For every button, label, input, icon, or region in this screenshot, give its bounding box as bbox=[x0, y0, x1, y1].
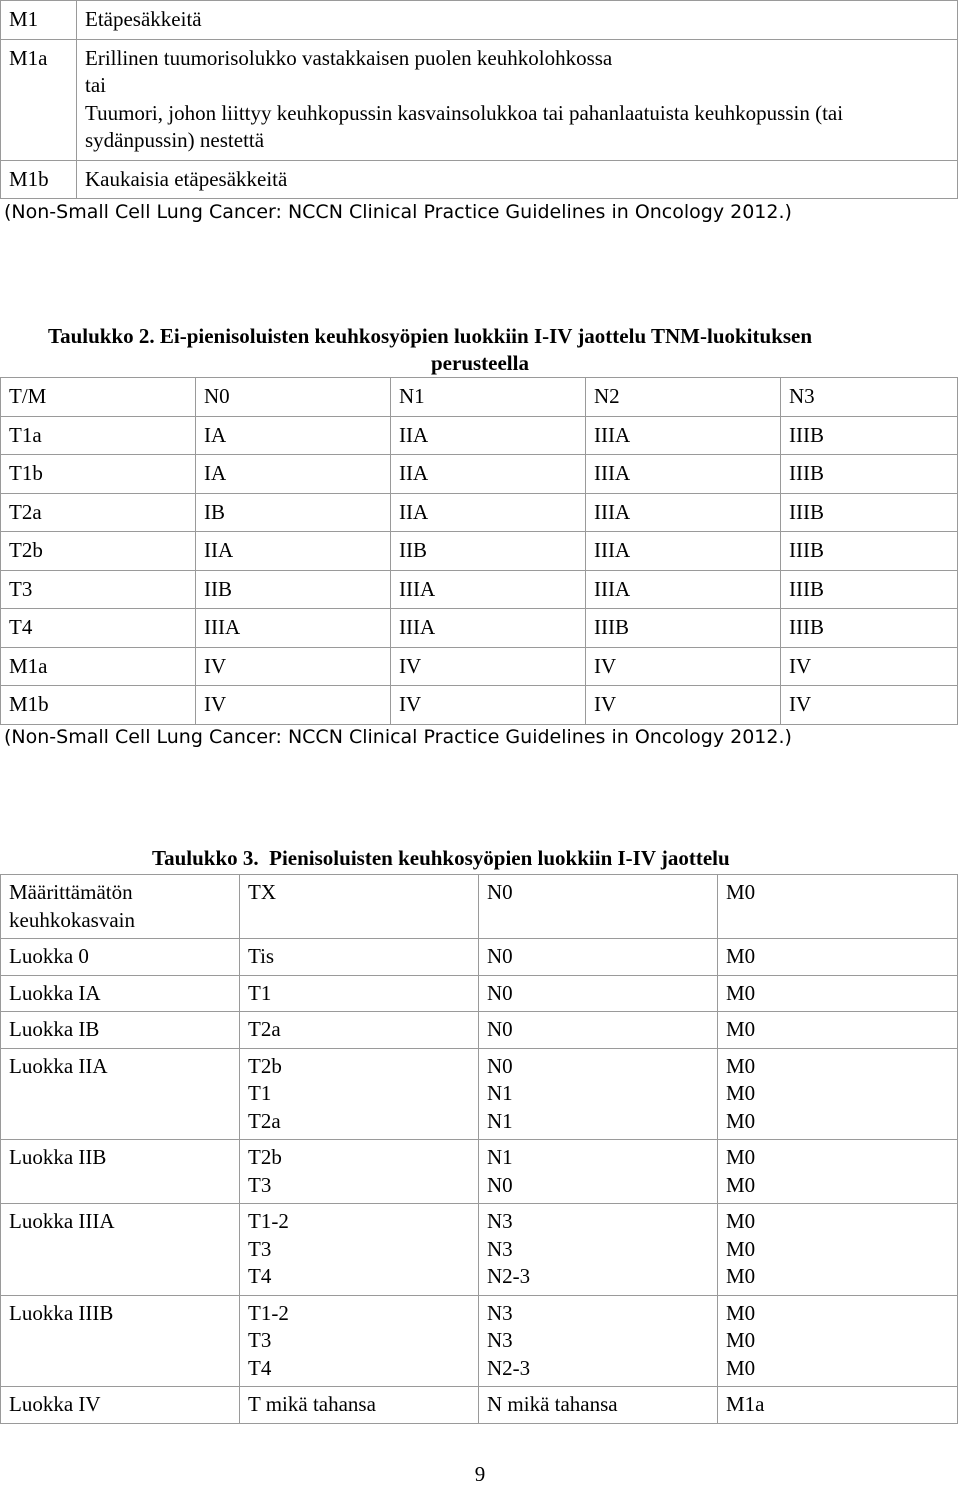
table3-n-cell bbox=[479, 1295, 718, 1387]
m-description-cell bbox=[77, 39, 958, 160]
table-cell: IV bbox=[391, 647, 586, 686]
table3-t-cell bbox=[240, 1295, 479, 1387]
table3-stage-line: Luokka IB bbox=[9, 1017, 100, 1041]
table3-t-line: T2b bbox=[248, 1053, 282, 1078]
table3-m-line: M0 bbox=[726, 1053, 756, 1078]
table-row bbox=[1, 570, 958, 609]
m-description-line: Kaukaisia etäpesäkkeitä bbox=[85, 166, 288, 191]
table3-m-line: M0 bbox=[726, 1145, 756, 1169]
table3-m-cell bbox=[718, 875, 958, 939]
table3-stage-cell bbox=[1, 975, 240, 1012]
table3-caption: Taulukko 3. Pienisoluisten keuhkosyöpien luokkiin I-IV jaottelu bbox=[152, 846, 730, 870]
table3-m-line: M0 bbox=[726, 1108, 756, 1133]
table2-header-cell: N2 bbox=[586, 378, 781, 417]
table-cell: IIIA bbox=[586, 493, 781, 532]
table3-t-cell bbox=[240, 1204, 479, 1296]
table3-m-cell bbox=[718, 1295, 958, 1387]
table3-stage-cell bbox=[1, 1387, 240, 1424]
m-description-cell bbox=[77, 160, 958, 199]
table3-t-cell bbox=[240, 1140, 479, 1204]
table3-stage-line: Luokka IIIA bbox=[9, 1209, 115, 1233]
table3-stage-cell bbox=[1, 875, 240, 939]
table-row bbox=[1, 532, 958, 571]
table3-t-line: T2a bbox=[248, 1108, 281, 1133]
m-description-line: Erillinen tuumorisolukko vastakkaisen puolen keuhkolohkossa bbox=[85, 45, 613, 70]
table3-stage-line: Luokka IIB bbox=[9, 1145, 107, 1169]
table-cell: IIIB bbox=[781, 493, 958, 532]
table3-row bbox=[1, 939, 958, 976]
table3-m-cell bbox=[718, 1140, 958, 1204]
table3-t-cell bbox=[240, 975, 479, 1012]
table3-m-line: M0 bbox=[726, 980, 756, 1005]
m-table-row bbox=[1, 1, 958, 40]
table3-n-line: N1 bbox=[487, 1081, 513, 1105]
table3-t-line: Tis bbox=[248, 944, 275, 968]
table-row bbox=[1, 647, 958, 686]
table3-row bbox=[1, 1295, 958, 1387]
table-cell: IV bbox=[781, 686, 958, 725]
table-cell: IIIA bbox=[586, 570, 781, 609]
table-cell: T1a bbox=[1, 416, 196, 455]
table3-n-cell bbox=[479, 1387, 718, 1424]
table-cell: IIA bbox=[196, 532, 391, 571]
table-cell: IIIB bbox=[586, 609, 781, 648]
table-row bbox=[1, 455, 958, 494]
table3-n-cell bbox=[479, 875, 718, 939]
table3-n-line: N3 bbox=[487, 1328, 513, 1352]
table3-row bbox=[1, 1204, 958, 1296]
table-cell: IIB bbox=[196, 570, 391, 609]
table3-m-line: M0 bbox=[726, 1172, 756, 1197]
table3-m-cell bbox=[718, 1048, 958, 1140]
table-cell: T2b bbox=[1, 532, 196, 571]
table3-stage-line: Määrittämätön bbox=[9, 880, 133, 904]
table3-n-line: N2-3 bbox=[487, 1355, 531, 1380]
table3-m-line: M0 bbox=[726, 1355, 756, 1380]
table-cell: IV bbox=[196, 647, 391, 686]
table3-stage-cell bbox=[1, 939, 240, 976]
m-code-cell: M1a bbox=[1, 39, 77, 160]
table-cell: IIIB bbox=[781, 532, 958, 571]
table3-m-cell bbox=[718, 1387, 958, 1424]
table3-n-line: N0 bbox=[487, 1017, 513, 1041]
m-classification-table bbox=[0, 0, 958, 199]
table3-m-line: M0 bbox=[726, 1264, 756, 1288]
table3-m-line: M0 bbox=[726, 1209, 756, 1233]
table3-t-cell bbox=[240, 875, 479, 939]
table2-header-cell: N3 bbox=[781, 378, 958, 417]
table-cell: IIB bbox=[391, 532, 586, 571]
table3-n-line: N0 bbox=[487, 1053, 513, 1078]
table-cell: IB bbox=[196, 493, 391, 532]
table3-stage-cell bbox=[1, 1140, 240, 1204]
table-row bbox=[1, 609, 958, 648]
table3-m-cell bbox=[718, 1204, 958, 1296]
table3-n-cell bbox=[479, 975, 718, 1012]
table-cell: IIIA bbox=[196, 609, 391, 648]
table3-m-line: M1a bbox=[726, 1392, 765, 1416]
table2-header-cell: N1 bbox=[391, 378, 586, 417]
table2-header-cell: N0 bbox=[196, 378, 391, 417]
table3-m-cell bbox=[718, 975, 958, 1012]
table-cell: IIIA bbox=[586, 532, 781, 571]
table3-t-line: T4 bbox=[248, 1264, 272, 1288]
table3-m-line: M0 bbox=[726, 1300, 756, 1325]
m-description-line: sydänpussin) nestettä bbox=[85, 128, 265, 152]
table-cell: IIIA bbox=[586, 455, 781, 494]
table3-stage-line: Luokka 0 bbox=[9, 944, 89, 968]
sclc-stage-table-body bbox=[1, 875, 958, 1424]
table2-source: (Non-Small Cell Lung Cancer: NCCN Clinical Practice Guidelines in Oncology 2012.) bbox=[4, 726, 792, 748]
table-cell: M1a bbox=[1, 647, 196, 686]
sclc-stage-table bbox=[0, 874, 958, 1424]
table3-n-line: N3 bbox=[487, 1209, 513, 1233]
table3-t-line: T1 bbox=[248, 980, 272, 1005]
table-cell: IIIA bbox=[391, 609, 586, 648]
table-cell: IV bbox=[781, 647, 958, 686]
tnm-stage-table bbox=[0, 377, 958, 725]
table-cell: M1b bbox=[1, 686, 196, 725]
m-description-line: Tuumori, johon liittyy keuhkopussin kasvainsolukkoa tai pahanlaatuista keuhkopussin (tai bbox=[85, 100, 844, 125]
table3-n-cell bbox=[479, 1012, 718, 1049]
table3-m-line: M0 bbox=[726, 1328, 756, 1352]
table3-n-cell bbox=[479, 1140, 718, 1204]
table3-n-line: N0 bbox=[487, 944, 513, 968]
table3-row bbox=[1, 1140, 958, 1204]
table3-t-line: T2b bbox=[248, 1145, 282, 1169]
table-row bbox=[1, 493, 958, 532]
table2-caption-line1: Taulukko 2. Ei-pienisoluisten keuhkosyöpien luokkiin I-IV jaottelu TNM-luokituksen bbox=[48, 324, 813, 348]
m-table-source: (Non-Small Cell Lung Cancer: NCCN Clinical Practice Guidelines in Oncology 2012.) bbox=[4, 201, 792, 223]
table-cell: T4 bbox=[1, 609, 196, 648]
table-cell: IIIA bbox=[586, 416, 781, 455]
tnm-stage-table-body bbox=[1, 378, 958, 725]
m-table-row bbox=[1, 160, 958, 199]
table-cell: IV bbox=[196, 686, 391, 725]
table-row bbox=[1, 686, 958, 725]
table-cell: IIA bbox=[391, 493, 586, 532]
table2-header-row bbox=[1, 378, 958, 417]
table3-n-line: N0 bbox=[487, 980, 513, 1005]
table3-m-line: M0 bbox=[726, 1236, 756, 1261]
table3-t-line: T3 bbox=[248, 1328, 272, 1352]
table3-row bbox=[1, 1012, 958, 1049]
table3-stage-cell bbox=[1, 1295, 240, 1387]
table3-stage-cell bbox=[1, 1012, 240, 1049]
table2-header-cell: T/M bbox=[1, 378, 196, 417]
table3-n-cell bbox=[479, 1048, 718, 1140]
table-cell: T2a bbox=[1, 493, 196, 532]
table3-t-line: T4 bbox=[248, 1355, 272, 1380]
table3-n-cell bbox=[479, 1204, 718, 1296]
table-row bbox=[1, 416, 958, 455]
table3-t-cell bbox=[240, 939, 479, 976]
table3-row bbox=[1, 975, 958, 1012]
table3-row bbox=[1, 1048, 958, 1140]
table3-stage-line: keuhkokasvain bbox=[9, 907, 135, 932]
table-cell: IIIB bbox=[781, 570, 958, 609]
table-cell: IIIA bbox=[391, 570, 586, 609]
table-cell: IV bbox=[391, 686, 586, 725]
table-cell: T1b bbox=[1, 455, 196, 494]
table3-n-cell bbox=[479, 939, 718, 976]
table3-n-line: N1 bbox=[487, 1145, 513, 1169]
table3-n-line: N3 bbox=[487, 1300, 513, 1325]
table3-t-line: T mikä tahansa bbox=[248, 1392, 376, 1416]
table3-n-line: N1 bbox=[487, 1108, 513, 1133]
table3-t-line: TX bbox=[248, 880, 276, 904]
page-number: 9 bbox=[474, 1462, 486, 1486]
table3-m-line: M0 bbox=[726, 1017, 756, 1041]
table-cell: T3 bbox=[1, 570, 196, 609]
table-cell: IA bbox=[196, 416, 391, 455]
m-code-cell: M1 bbox=[1, 1, 77, 40]
table-cell: IIIB bbox=[781, 416, 958, 455]
table-cell: IV bbox=[586, 647, 781, 686]
m-description-line: Etäpesäkkeitä bbox=[85, 7, 202, 31]
m-code-cell: M1b bbox=[1, 160, 77, 199]
table3-t-line: T1-2 bbox=[248, 1209, 289, 1233]
m-description-cell bbox=[77, 1, 958, 40]
table3-m-line: M0 bbox=[726, 880, 756, 904]
table3-t-cell bbox=[240, 1387, 479, 1424]
table-cell: IV bbox=[586, 686, 781, 725]
table3-t-cell bbox=[240, 1012, 479, 1049]
table3-stage-line: Luokka IIA bbox=[9, 1053, 108, 1078]
table3-m-cell bbox=[718, 939, 958, 976]
table-cell: IIA bbox=[391, 416, 586, 455]
table-cell: IIIB bbox=[781, 609, 958, 648]
table3-stage-line: Luokka IA bbox=[9, 980, 101, 1005]
table3-stage-line: Luokka IV bbox=[9, 1392, 101, 1416]
table3-stage-line: Luokka IIIB bbox=[9, 1300, 114, 1325]
table-cell: IA bbox=[196, 455, 391, 494]
table3-row bbox=[1, 1387, 958, 1424]
table3-t-line: T3 bbox=[248, 1172, 272, 1197]
table3-stage-cell bbox=[1, 1204, 240, 1296]
table3-row bbox=[1, 875, 958, 939]
m-classification-body bbox=[1, 1, 958, 199]
table3-m-cell bbox=[718, 1012, 958, 1049]
table3-m-line: M0 bbox=[726, 1081, 756, 1105]
table3-n-line: N0 bbox=[487, 1172, 513, 1197]
table3-n-line: N3 bbox=[487, 1236, 513, 1261]
table3-t-line: T2a bbox=[248, 1017, 281, 1041]
table3-t-cell bbox=[240, 1048, 479, 1140]
table3-t-line: T3 bbox=[248, 1236, 272, 1261]
table2-caption-line2: perusteella bbox=[431, 351, 529, 375]
m-table-row bbox=[1, 39, 958, 160]
table-cell: IIIB bbox=[781, 455, 958, 494]
table3-n-line: N mikä tahansa bbox=[487, 1392, 618, 1416]
table3-t-line: T1-2 bbox=[248, 1300, 289, 1325]
m-description-line: tai bbox=[85, 73, 106, 97]
table-cell: IIA bbox=[391, 455, 586, 494]
table3-n-line: N2-3 bbox=[487, 1264, 531, 1288]
table3-n-line: N0 bbox=[487, 880, 513, 904]
table3-m-line: M0 bbox=[726, 944, 756, 968]
table3-stage-cell bbox=[1, 1048, 240, 1140]
table3-t-line: T1 bbox=[248, 1081, 272, 1105]
